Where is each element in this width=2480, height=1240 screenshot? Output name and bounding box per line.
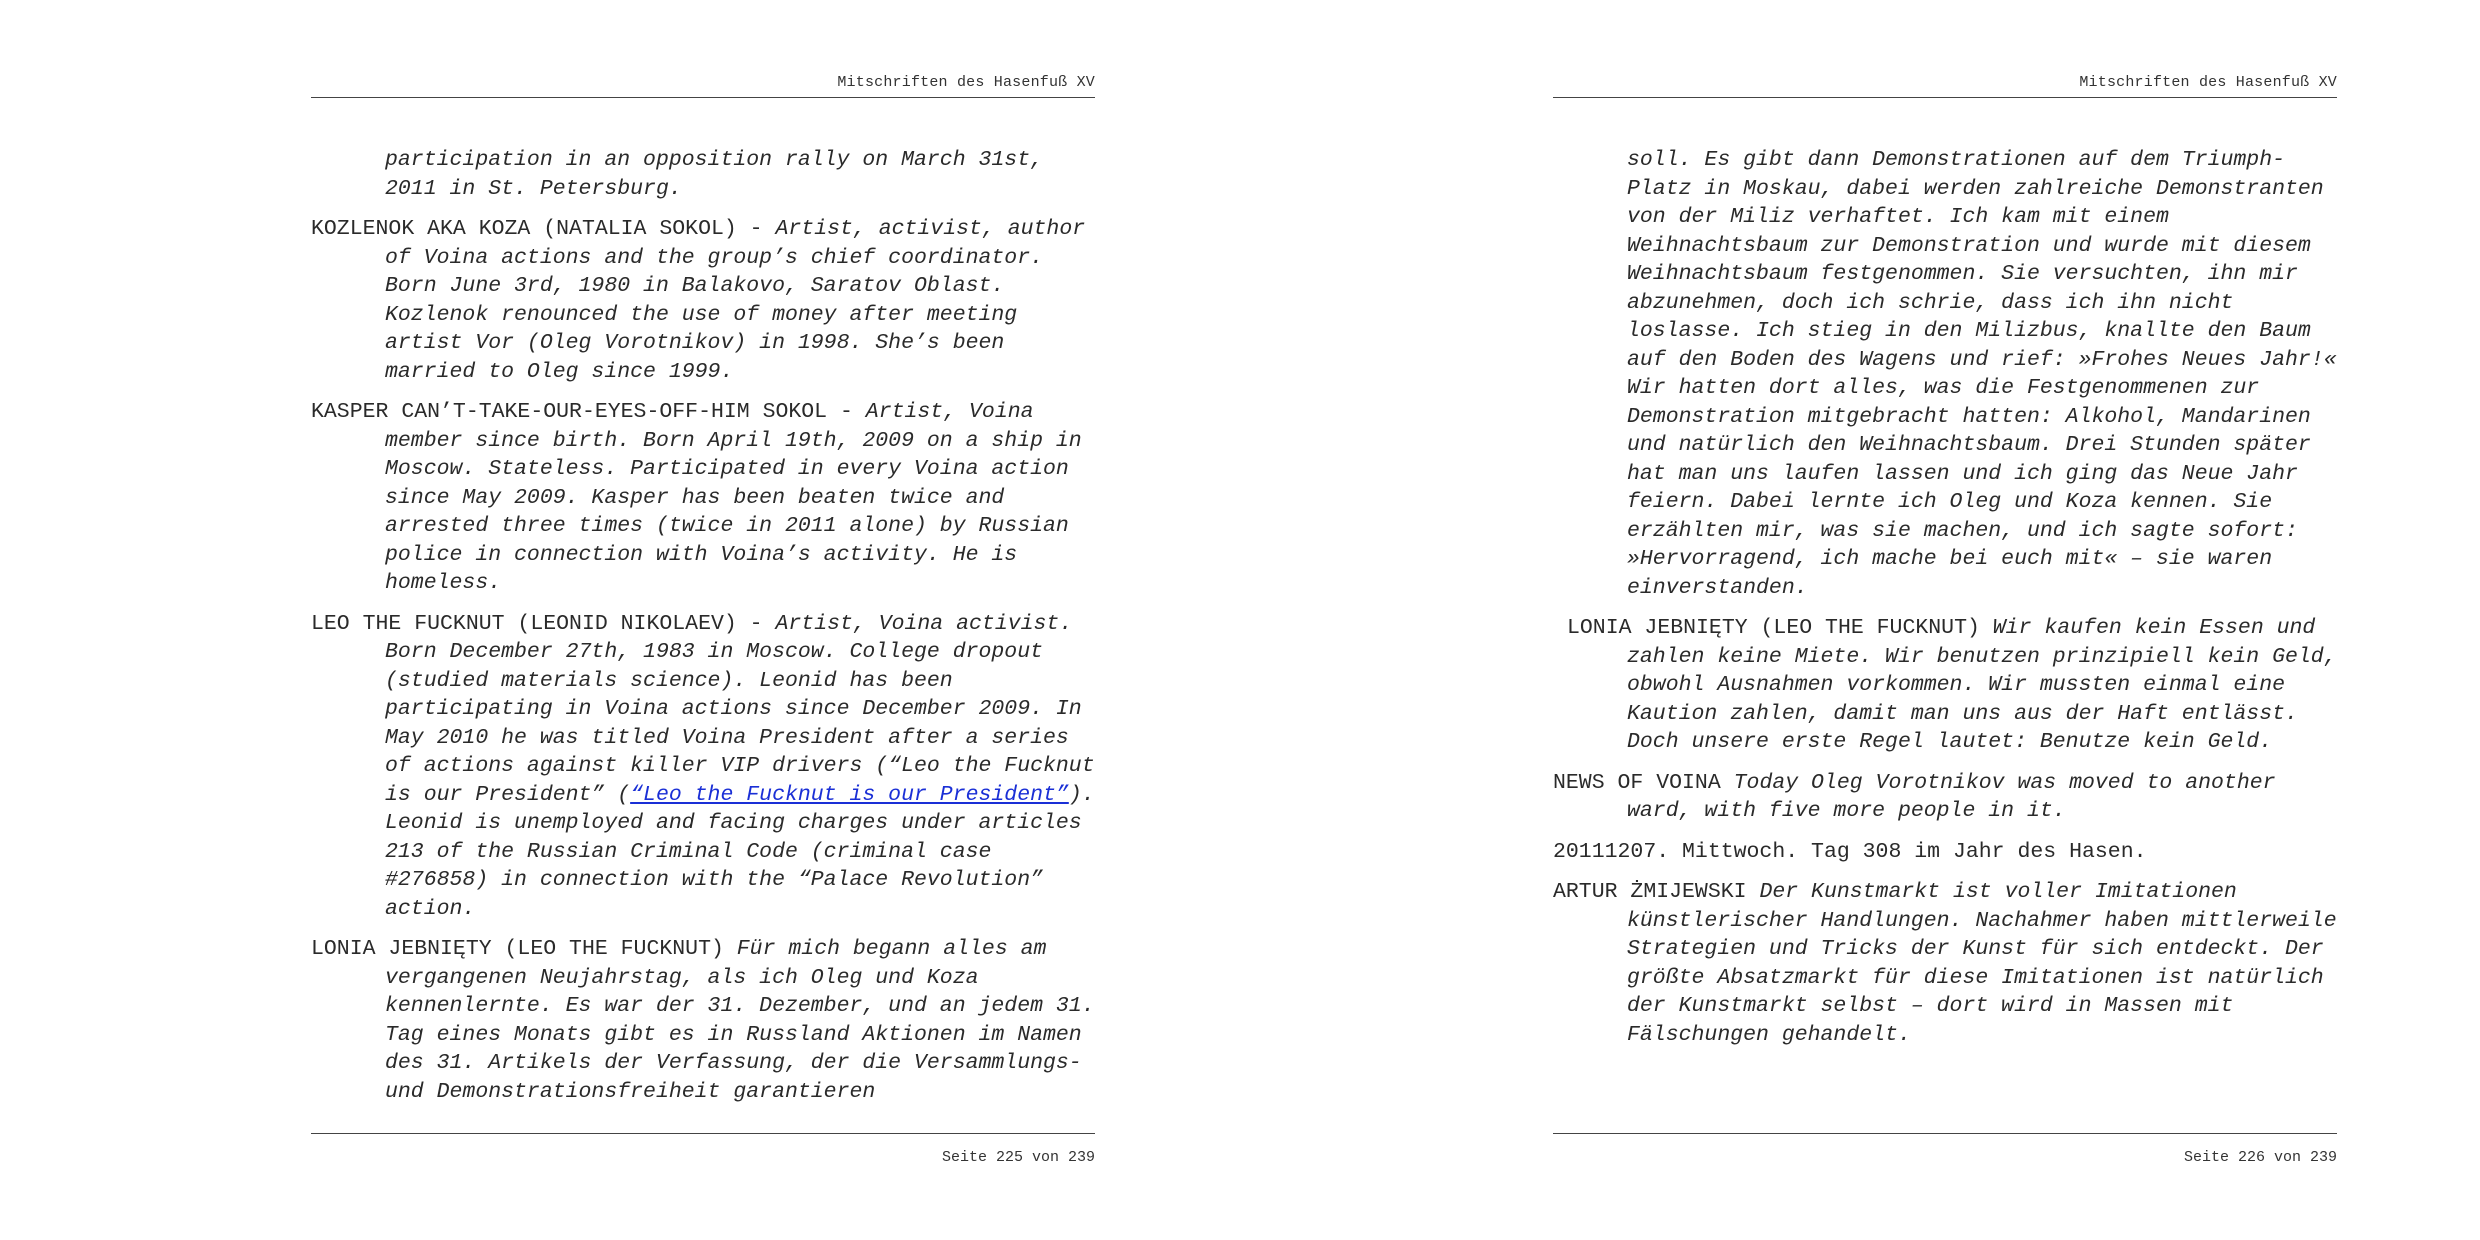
entry-news-of-voina — [1553, 769, 2337, 826]
left-page — [311, 0, 1095, 1240]
entry-leo — [311, 610, 1095, 924]
header-rule — [1553, 97, 2337, 98]
entry-continuation — [311, 146, 1095, 203]
page-number: Seite 226 von 239 — [2183, 1149, 2337, 1166]
entry-text: soll. Es gibt dann Demonstrationen auf dem Triumph-Platz in Moskau, dabei werden zahlreiche Demonstranten von der Miliz verhaftet. Ich kam mit einem Weihnachtsbaum zur Demonstration und wurde mit diesem Weihnachtsbaum festgenommen. Sie versuchten, ihn mir abzunehmen, doch ich schrie, dass ich ihn nicht loslasse. Ich stieg in den Milizbus, knallte den Baum auf den Boden des Wagens und rief: »Frohes Neues Jahr!« Wir hatten dort alles, was die Festgenommenen zur Demonstration mitgebracht hatten: Alkohol, Mandarinen und natürlich den Weihnachtsbaum. Drei Stunden später hat man uns laufen lassen und ich ging das Neue Jahr feiern. Dabei lernte ich Oleg und Koza kennen. Sie erzählten mir, was sie machen, und ich sagte sofort: »Hervorragend, ich mache bei euch mit« – sie waren einverstanden. — [1627, 148, 2337, 600]
entry-text: Artist, Voina member since birth. Born April 19th, 2009 on a ship in Moscow. Stateless. Participated in every Voina action since May 2009. Kasper has been beaten twice and arrested three times (twice in 2011 alone) by Russian police in connection with Voina’s activity. He is homeless. — [385, 400, 1082, 595]
entry-text: Der Kunstmarkt ist voller Imitationen künstlerischer Handlungen. Nachahmer haben mittlerweile Strategien und Tricks der Kunst für sich entdeckt. Der größte Absatzmarkt für diese Imitationen ist natürlich der Kunstmarkt selbst – dort wird in Massen mit Fälschungen gehandelt. — [1627, 880, 2337, 1047]
entry-text: Für mich begann alles am vergangenen Neujahrstag, als ich Oleg und Koza kennenlernte. Es war der 31. Dezember, und an jedem 31. Tag eines Monats gibt es in Russland Aktionen im Namen des 31. Artikels der Verfassung, der die Versammlungs- und Demonstrationsfreiheit garantieren — [385, 937, 1095, 1104]
right-page — [1553, 0, 2337, 1240]
entry-text: Artist, Voina activist. Born December 27th, 1983 in Moscow. College dropout (studied materials science). Leonid has been participating in Voina actions since December 2009. In May 2010 he was titled Voina President after a series of actions against killer VIP drivers (“Leo the Fucknut is our President” ( — [385, 611, 1095, 807]
page-body — [311, 146, 1095, 1118]
running-head: Mitschriften des Hasenfuß XV — [2079, 74, 2337, 91]
entry-text: Wir kaufen kein Essen und zahlen keine Miete. Wir benutzen prinzipiell kein Geld, obwohl Ausnahmen vorkommen. Wir mussten einmal eine Kaution zahlen, damit man uns aus der Haft entlässt. Doch unsere erste Regel lautet: Benutze kein Geld. — [1627, 616, 2337, 754]
page-body — [1553, 146, 2337, 1061]
date-line: 20111207. Mittwoch. Tag 308 im Jahr des Hasen. — [1553, 839, 2147, 864]
entry-date — [1553, 838, 2337, 867]
entry-speaker: NEWS OF VOINA — [1553, 770, 1734, 795]
entry-speaker: LEO THE FUCKNUT (LEONID NIKOLAEV) - — [311, 611, 776, 636]
entry-lonia — [1553, 614, 2337, 757]
leo-president-link[interactable]: “Leo the Fucknut is our President” — [630, 782, 1069, 807]
entry-kozlenok — [311, 215, 1095, 386]
footer-rule — [1553, 1133, 2337, 1134]
entry-text-after-link: ). Leonid is unemployed and facing charges under articles 213 of the Russian Criminal Code (criminal case #276858) in connection with the “Palace Revolution” action. — [385, 782, 1095, 921]
entry-text: participation in an opposition rally on March 31st, 2011 in St. Petersburg. — [385, 148, 1044, 201]
page-number: Seite 225 von 239 — [941, 1149, 1095, 1166]
entry-speaker: ARTUR ŻMIJEWSKI — [1553, 880, 1760, 904]
entry-speaker: LONIA JEBNIĘTY (LEO THE FUCKNUT) — [1567, 616, 1993, 640]
entry-kasper — [311, 398, 1095, 598]
header-rule — [311, 97, 1095, 98]
entry-zmijewski — [1553, 878, 2337, 1049]
footer-rule — [311, 1133, 1095, 1134]
entry-speaker: KOZLENOK AKA KOZA (NATALIA SOKOL) - — [311, 217, 776, 241]
entry-speaker: KASPER CAN’T-TAKE-OUR-EYES-OFF-HIM SOKOL - — [311, 400, 866, 424]
entry-continuation — [1553, 146, 2337, 602]
running-head: Mitschriften des Hasenfuß XV — [837, 74, 1095, 91]
entry-text: Today Oleg Vorotnikov was moved to another ward, with five more people in it. — [1627, 770, 2276, 823]
entry-text: Artist, activist, author of Voina actions and the group’s chief coordinator. Born June 3rd, 1980 in Balakovo, Saratov Oblast. Kozlenok renounced the use of money after meeting artist Vor (Oleg Vorotnikov) in 1998. She’s been married to Oleg since 1999. — [385, 217, 1086, 384]
entry-speaker: LONIA JEBNIĘTY (LEO THE FUCKNUT) — [311, 937, 737, 961]
entry-lonia — [311, 935, 1095, 1106]
